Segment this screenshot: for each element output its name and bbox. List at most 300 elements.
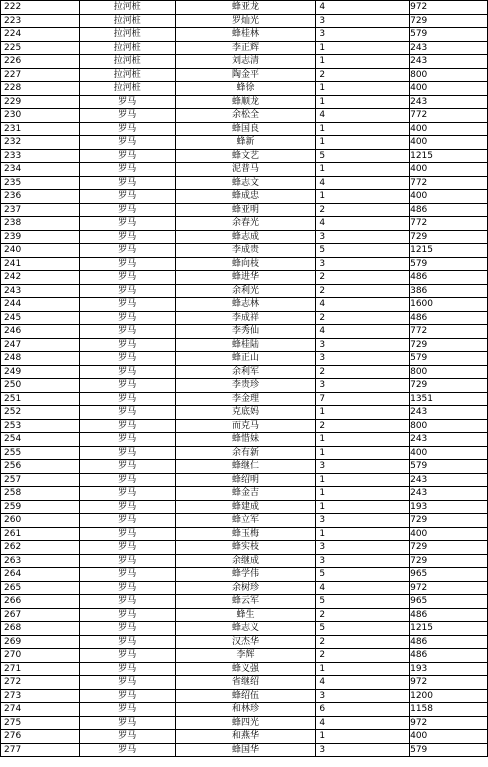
name-cell[interactable]: 蜂云军 (175, 595, 316, 609)
row-number-cell[interactable]: 277 (1, 743, 80, 757)
count-cell[interactable]: 4 (316, 716, 410, 730)
amount-cell[interactable]: 400 (410, 527, 488, 541)
amount-cell[interactable]: 965 (410, 595, 488, 609)
table-row[interactable] (1, 581, 488, 595)
amount-cell[interactable]: 1600 (410, 298, 488, 312)
name-cell[interactable]: 蜂文艺 (175, 149, 316, 163)
place-cell[interactable]: 罗马 (79, 352, 175, 366)
table-row[interactable] (1, 311, 488, 325)
name-cell[interactable]: 余春光 (175, 217, 316, 231)
name-cell[interactable]: 李秀仙 (175, 325, 316, 339)
row-number-cell[interactable]: 236 (1, 190, 80, 204)
table-row[interactable] (1, 149, 488, 163)
name-cell[interactable]: 蜂四光 (175, 716, 316, 730)
amount-cell[interactable]: 243 (410, 41, 488, 55)
name-cell[interactable]: 蜂成忠 (175, 190, 316, 204)
table-row[interactable] (1, 419, 488, 433)
row-number-cell[interactable]: 258 (1, 487, 80, 501)
row-number-cell[interactable]: 223 (1, 14, 80, 28)
amount-cell[interactable]: 972 (410, 1, 488, 15)
name-cell[interactable]: 余利军 (175, 365, 316, 379)
name-cell[interactable]: 汉杰华 (175, 635, 316, 649)
amount-cell[interactable]: 579 (410, 28, 488, 42)
place-cell[interactable]: 罗马 (79, 649, 175, 663)
amount-cell[interactable]: 772 (410, 109, 488, 123)
amount-cell[interactable]: 1215 (410, 244, 488, 258)
row-number-cell[interactable]: 243 (1, 284, 80, 298)
row-number-cell[interactable]: 240 (1, 244, 80, 258)
count-cell[interactable]: 4 (316, 325, 410, 339)
place-cell[interactable]: 罗马 (79, 271, 175, 285)
name-cell[interactable]: 蜂志文 (175, 176, 316, 190)
name-cell[interactable]: 罗灿光 (175, 14, 316, 28)
count-cell[interactable]: 1 (316, 82, 410, 96)
amount-cell[interactable]: 243 (410, 473, 488, 487)
row-number-cell[interactable]: 265 (1, 581, 80, 595)
name-cell[interactable]: 克底妈 (175, 406, 316, 420)
count-cell[interactable]: 5 (316, 622, 410, 636)
row-number-cell[interactable]: 253 (1, 419, 80, 433)
row-number-cell[interactable]: 241 (1, 257, 80, 271)
table-row[interactable] (1, 338, 488, 352)
name-cell[interactable]: 蜂建成 (175, 500, 316, 514)
place-cell[interactable]: 拉河桩 (79, 55, 175, 69)
place-cell[interactable]: 罗马 (79, 662, 175, 676)
name-cell[interactable]: 蜂义强 (175, 662, 316, 676)
row-number-cell[interactable]: 239 (1, 230, 80, 244)
table-row[interactable] (1, 527, 488, 541)
count-cell[interactable]: 4 (316, 176, 410, 190)
row-number-cell[interactable]: 232 (1, 136, 80, 150)
table-row[interactable] (1, 176, 488, 190)
count-cell[interactable]: 2 (316, 649, 410, 663)
count-cell[interactable]: 4 (316, 581, 410, 595)
amount-cell[interactable]: 729 (410, 541, 488, 555)
table-row[interactable] (1, 122, 488, 136)
table-row[interactable] (1, 82, 488, 96)
table-row[interactable] (1, 271, 488, 285)
row-number-cell[interactable]: 264 (1, 568, 80, 582)
place-cell[interactable]: 罗马 (79, 541, 175, 555)
row-number-cell[interactable]: 256 (1, 460, 80, 474)
place-cell[interactable]: 罗马 (79, 500, 175, 514)
amount-cell[interactable]: 400 (410, 136, 488, 150)
place-cell[interactable]: 拉河桩 (79, 1, 175, 15)
name-cell[interactable]: 余松全 (175, 109, 316, 123)
count-cell[interactable]: 1 (316, 406, 410, 420)
name-cell[interactable]: 李正辉 (175, 41, 316, 55)
table-row[interactable] (1, 68, 488, 82)
place-cell[interactable]: 罗马 (79, 716, 175, 730)
count-cell[interactable]: 2 (316, 311, 410, 325)
row-number-cell[interactable]: 262 (1, 541, 80, 555)
row-number-cell[interactable]: 254 (1, 433, 80, 447)
amount-cell[interactable]: 972 (410, 581, 488, 595)
place-cell[interactable]: 罗马 (79, 95, 175, 109)
count-cell[interactable]: 2 (316, 284, 410, 298)
place-cell[interactable]: 罗马 (79, 325, 175, 339)
table-row[interactable] (1, 352, 488, 366)
amount-cell[interactable]: 193 (410, 662, 488, 676)
table-row[interactable] (1, 257, 488, 271)
table-row[interactable] (1, 406, 488, 420)
row-number-cell[interactable]: 242 (1, 271, 80, 285)
name-cell[interactable]: 蜂桂陆 (175, 338, 316, 352)
name-cell[interactable]: 蜂顺龙 (175, 95, 316, 109)
count-cell[interactable]: 5 (316, 244, 410, 258)
count-cell[interactable]: 1 (316, 136, 410, 150)
table-row[interactable] (1, 41, 488, 55)
row-number-cell[interactable]: 229 (1, 95, 80, 109)
count-cell[interactable]: 2 (316, 203, 410, 217)
row-number-cell[interactable]: 231 (1, 122, 80, 136)
row-number-cell[interactable]: 266 (1, 595, 80, 609)
table-row[interactable] (1, 716, 488, 730)
amount-cell[interactable]: 729 (410, 230, 488, 244)
count-cell[interactable]: 3 (316, 338, 410, 352)
amount-cell[interactable]: 1215 (410, 149, 488, 163)
table-row[interactable] (1, 554, 488, 568)
amount-cell[interactable]: 386 (410, 284, 488, 298)
table-row[interactable] (1, 635, 488, 649)
place-cell[interactable]: 罗马 (79, 244, 175, 258)
row-number-cell[interactable]: 252 (1, 406, 80, 420)
table-row[interactable] (1, 230, 488, 244)
name-cell[interactable]: 余继成 (175, 554, 316, 568)
count-cell[interactable]: 5 (316, 568, 410, 582)
name-cell[interactable]: 蜂向枝 (175, 257, 316, 271)
place-cell[interactable]: 罗马 (79, 257, 175, 271)
place-cell[interactable]: 罗马 (79, 109, 175, 123)
name-cell[interactable]: 蜂玉梅 (175, 527, 316, 541)
place-cell[interactable]: 罗马 (79, 163, 175, 177)
name-cell[interactable]: 蜂正山 (175, 352, 316, 366)
name-cell[interactable]: 蜂徐 (175, 82, 316, 96)
count-cell[interactable]: 2 (316, 271, 410, 285)
row-number-cell[interactable]: 267 (1, 608, 80, 622)
amount-cell[interactable]: 486 (410, 271, 488, 285)
name-cell[interactable]: 蜂国华 (175, 743, 316, 757)
place-cell[interactable]: 罗马 (79, 419, 175, 433)
table-row[interactable] (1, 662, 488, 676)
count-cell[interactable]: 1 (316, 487, 410, 501)
table-row[interactable] (1, 487, 488, 501)
count-cell[interactable]: 3 (316, 257, 410, 271)
table-row[interactable] (1, 365, 488, 379)
place-cell[interactable]: 罗马 (79, 379, 175, 393)
table-row[interactable] (1, 190, 488, 204)
count-cell[interactable]: 2 (316, 365, 410, 379)
table-row[interactable] (1, 703, 488, 717)
row-number-cell[interactable]: 227 (1, 68, 80, 82)
table-row[interactable] (1, 136, 488, 150)
name-cell[interactable]: 蜂学伟 (175, 568, 316, 582)
count-cell[interactable]: 2 (316, 635, 410, 649)
count-cell[interactable]: 6 (316, 703, 410, 717)
table-row[interactable] (1, 730, 488, 744)
name-cell[interactable]: 蜂志义 (175, 622, 316, 636)
amount-cell[interactable]: 579 (410, 352, 488, 366)
row-number-cell[interactable]: 269 (1, 635, 80, 649)
name-cell[interactable]: 余利光 (175, 284, 316, 298)
place-cell[interactable]: 罗马 (79, 136, 175, 150)
amount-cell[interactable]: 579 (410, 257, 488, 271)
place-cell[interactable]: 罗马 (79, 622, 175, 636)
table-row[interactable] (1, 676, 488, 690)
name-cell[interactable]: 蜂继仁 (175, 460, 316, 474)
row-number-cell[interactable]: 274 (1, 703, 80, 717)
row-number-cell[interactable]: 273 (1, 689, 80, 703)
place-cell[interactable]: 罗马 (79, 365, 175, 379)
name-cell[interactable]: 而克马 (175, 419, 316, 433)
row-number-cell[interactable]: 238 (1, 217, 80, 231)
row-number-cell[interactable]: 270 (1, 649, 80, 663)
amount-cell[interactable]: 729 (410, 14, 488, 28)
name-cell[interactable]: 蜂进华 (175, 271, 316, 285)
amount-cell[interactable]: 400 (410, 446, 488, 460)
row-number-cell[interactable]: 234 (1, 163, 80, 177)
amount-cell[interactable]: 772 (410, 325, 488, 339)
count-cell[interactable]: 1 (316, 95, 410, 109)
row-number-cell[interactable]: 250 (1, 379, 80, 393)
row-number-cell[interactable]: 276 (1, 730, 80, 744)
amount-cell[interactable]: 729 (410, 514, 488, 528)
place-cell[interactable]: 罗马 (79, 203, 175, 217)
table-row[interactable] (1, 1, 488, 15)
amount-cell[interactable]: 486 (410, 311, 488, 325)
count-cell[interactable]: 3 (316, 379, 410, 393)
name-cell[interactable]: 李贵珍 (175, 379, 316, 393)
row-number-cell[interactable]: 261 (1, 527, 80, 541)
row-number-cell[interactable]: 224 (1, 28, 80, 42)
row-number-cell[interactable]: 222 (1, 1, 80, 15)
place-cell[interactable]: 罗马 (79, 176, 175, 190)
count-cell[interactable]: 1 (316, 527, 410, 541)
name-cell[interactable]: 李成祥 (175, 311, 316, 325)
table-row[interactable] (1, 595, 488, 609)
place-cell[interactable]: 罗马 (79, 473, 175, 487)
count-cell[interactable]: 3 (316, 743, 410, 757)
table-row[interactable] (1, 689, 488, 703)
row-number-cell[interactable]: 251 (1, 392, 80, 406)
amount-cell[interactable]: 486 (410, 203, 488, 217)
count-cell[interactable]: 2 (316, 608, 410, 622)
name-cell[interactable]: 李金理 (175, 392, 316, 406)
table-row[interactable] (1, 514, 488, 528)
place-cell[interactable]: 罗马 (79, 514, 175, 528)
count-cell[interactable]: 2 (316, 68, 410, 82)
table-row[interactable] (1, 95, 488, 109)
amount-cell[interactable]: 965 (410, 568, 488, 582)
table-row[interactable] (1, 109, 488, 123)
table-row[interactable] (1, 284, 488, 298)
count-cell[interactable]: 1 (316, 730, 410, 744)
count-cell[interactable]: 3 (316, 352, 410, 366)
row-number-cell[interactable]: 245 (1, 311, 80, 325)
place-cell[interactable]: 罗马 (79, 149, 175, 163)
count-cell[interactable]: 1 (316, 662, 410, 676)
amount-cell[interactable]: 486 (410, 608, 488, 622)
place-cell[interactable]: 罗马 (79, 460, 175, 474)
place-cell[interactable]: 罗马 (79, 446, 175, 460)
amount-cell[interactable]: 243 (410, 406, 488, 420)
amount-cell[interactable]: 1200 (410, 689, 488, 703)
name-cell[interactable]: 蜂生 (175, 608, 316, 622)
amount-cell[interactable]: 243 (410, 433, 488, 447)
row-number-cell[interactable]: 228 (1, 82, 80, 96)
row-number-cell[interactable]: 268 (1, 622, 80, 636)
place-cell[interactable]: 罗马 (79, 392, 175, 406)
row-number-cell[interactable]: 237 (1, 203, 80, 217)
amount-cell[interactable]: 729 (410, 379, 488, 393)
amount-cell[interactable]: 400 (410, 122, 488, 136)
table-row[interactable] (1, 298, 488, 312)
row-number-cell[interactable]: 247 (1, 338, 80, 352)
amount-cell[interactable]: 772 (410, 217, 488, 231)
row-number-cell[interactable]: 230 (1, 109, 80, 123)
count-cell[interactable]: 1 (316, 433, 410, 447)
amount-cell[interactable]: 400 (410, 163, 488, 177)
amount-cell[interactable]: 972 (410, 676, 488, 690)
table-row[interactable] (1, 649, 488, 663)
place-cell[interactable]: 罗马 (79, 730, 175, 744)
amount-cell[interactable]: 800 (410, 68, 488, 82)
amount-cell[interactable]: 243 (410, 487, 488, 501)
name-cell[interactable]: 和林珍 (175, 703, 316, 717)
amount-cell[interactable]: 1351 (410, 392, 488, 406)
amount-cell[interactable]: 1215 (410, 622, 488, 636)
place-cell[interactable]: 罗马 (79, 190, 175, 204)
name-cell[interactable]: 余有新 (175, 446, 316, 460)
place-cell[interactable]: 罗马 (79, 338, 175, 352)
place-cell[interactable]: 罗马 (79, 433, 175, 447)
name-cell[interactable]: 刘志清 (175, 55, 316, 69)
amount-cell[interactable]: 400 (410, 190, 488, 204)
count-cell[interactable]: 4 (316, 109, 410, 123)
amount-cell[interactable]: 800 (410, 419, 488, 433)
count-cell[interactable]: 4 (316, 217, 410, 231)
name-cell[interactable]: 蜂国良 (175, 122, 316, 136)
place-cell[interactable]: 拉河桩 (79, 28, 175, 42)
count-cell[interactable]: 3 (316, 460, 410, 474)
place-cell[interactable]: 罗马 (79, 284, 175, 298)
table-row[interactable] (1, 608, 488, 622)
count-cell[interactable]: 3 (316, 689, 410, 703)
name-cell[interactable]: 蜂亚龙 (175, 1, 316, 15)
name-cell[interactable]: 蜂惜妹 (175, 433, 316, 447)
count-cell[interactable]: 1 (316, 122, 410, 136)
row-number-cell[interactable]: 244 (1, 298, 80, 312)
row-number-cell[interactable]: 275 (1, 716, 80, 730)
count-cell[interactable]: 4 (316, 1, 410, 15)
row-number-cell[interactable]: 225 (1, 41, 80, 55)
place-cell[interactable]: 罗马 (79, 676, 175, 690)
amount-cell[interactable]: 486 (410, 635, 488, 649)
count-cell[interactable]: 3 (316, 14, 410, 28)
table-row[interactable] (1, 433, 488, 447)
name-cell[interactable]: 和燕华 (175, 730, 316, 744)
count-cell[interactable]: 7 (316, 392, 410, 406)
count-cell[interactable]: 3 (316, 554, 410, 568)
row-number-cell[interactable]: 226 (1, 55, 80, 69)
row-number-cell[interactable]: 235 (1, 176, 80, 190)
name-cell[interactable]: 蜂亚明 (175, 203, 316, 217)
name-cell[interactable]: 蜂新 (175, 136, 316, 150)
row-number-cell[interactable]: 271 (1, 662, 80, 676)
place-cell[interactable]: 罗马 (79, 230, 175, 244)
name-cell[interactable]: 李辉 (175, 649, 316, 663)
row-number-cell[interactable]: 263 (1, 554, 80, 568)
name-cell[interactable]: 蜂志成 (175, 230, 316, 244)
name-cell[interactable]: 蜂立军 (175, 514, 316, 528)
table-row[interactable] (1, 55, 488, 69)
amount-cell[interactable]: 243 (410, 55, 488, 69)
place-cell[interactable]: 拉河桩 (79, 41, 175, 55)
table-row[interactable] (1, 325, 488, 339)
amount-cell[interactable]: 243 (410, 95, 488, 109)
amount-cell[interactable]: 579 (410, 460, 488, 474)
table-row[interactable] (1, 14, 488, 28)
place-cell[interactable]: 拉河桩 (79, 68, 175, 82)
count-cell[interactable]: 3 (316, 28, 410, 42)
place-cell[interactable]: 罗马 (79, 743, 175, 757)
amount-cell[interactable]: 193 (410, 500, 488, 514)
count-cell[interactable]: 4 (316, 676, 410, 690)
place-cell[interactable]: 拉河桩 (79, 82, 175, 96)
name-cell[interactable]: 蜂桂林 (175, 28, 316, 42)
count-cell[interactable]: 1 (316, 41, 410, 55)
place-cell[interactable]: 罗马 (79, 595, 175, 609)
count-cell[interactable]: 1 (316, 163, 410, 177)
row-number-cell[interactable]: 249 (1, 365, 80, 379)
amount-cell[interactable]: 800 (410, 365, 488, 379)
row-number-cell[interactable]: 233 (1, 149, 80, 163)
name-cell[interactable]: 蜂金吉 (175, 487, 316, 501)
count-cell[interactable]: 1 (316, 446, 410, 460)
amount-cell[interactable]: 579 (410, 743, 488, 757)
amount-cell[interactable]: 729 (410, 338, 488, 352)
table-row[interactable] (1, 743, 488, 757)
table-row[interactable] (1, 568, 488, 582)
name-cell[interactable]: 泥普马 (175, 163, 316, 177)
row-number-cell[interactable]: 246 (1, 325, 80, 339)
count-cell[interactable]: 1 (316, 190, 410, 204)
place-cell[interactable]: 罗马 (79, 608, 175, 622)
place-cell[interactable]: 罗马 (79, 406, 175, 420)
place-cell[interactable]: 罗马 (79, 311, 175, 325)
table-row[interactable] (1, 541, 488, 555)
table-row[interactable] (1, 203, 488, 217)
place-cell[interactable]: 罗马 (79, 581, 175, 595)
place-cell[interactable]: 罗马 (79, 217, 175, 231)
count-cell[interactable]: 1 (316, 55, 410, 69)
row-number-cell[interactable]: 272 (1, 676, 80, 690)
count-cell[interactable]: 5 (316, 595, 410, 609)
place-cell[interactable]: 罗马 (79, 568, 175, 582)
count-cell[interactable]: 3 (316, 514, 410, 528)
name-cell[interactable]: 蜂绍明 (175, 473, 316, 487)
table-row[interactable] (1, 163, 488, 177)
amount-cell[interactable]: 400 (410, 82, 488, 96)
count-cell[interactable]: 5 (316, 149, 410, 163)
table-row[interactable] (1, 244, 488, 258)
name-cell[interactable]: 余树珍 (175, 581, 316, 595)
table-row[interactable] (1, 392, 488, 406)
count-cell[interactable]: 1 (316, 500, 410, 514)
table-row[interactable] (1, 446, 488, 460)
name-cell[interactable]: 陶金平 (175, 68, 316, 82)
table-row[interactable] (1, 460, 488, 474)
